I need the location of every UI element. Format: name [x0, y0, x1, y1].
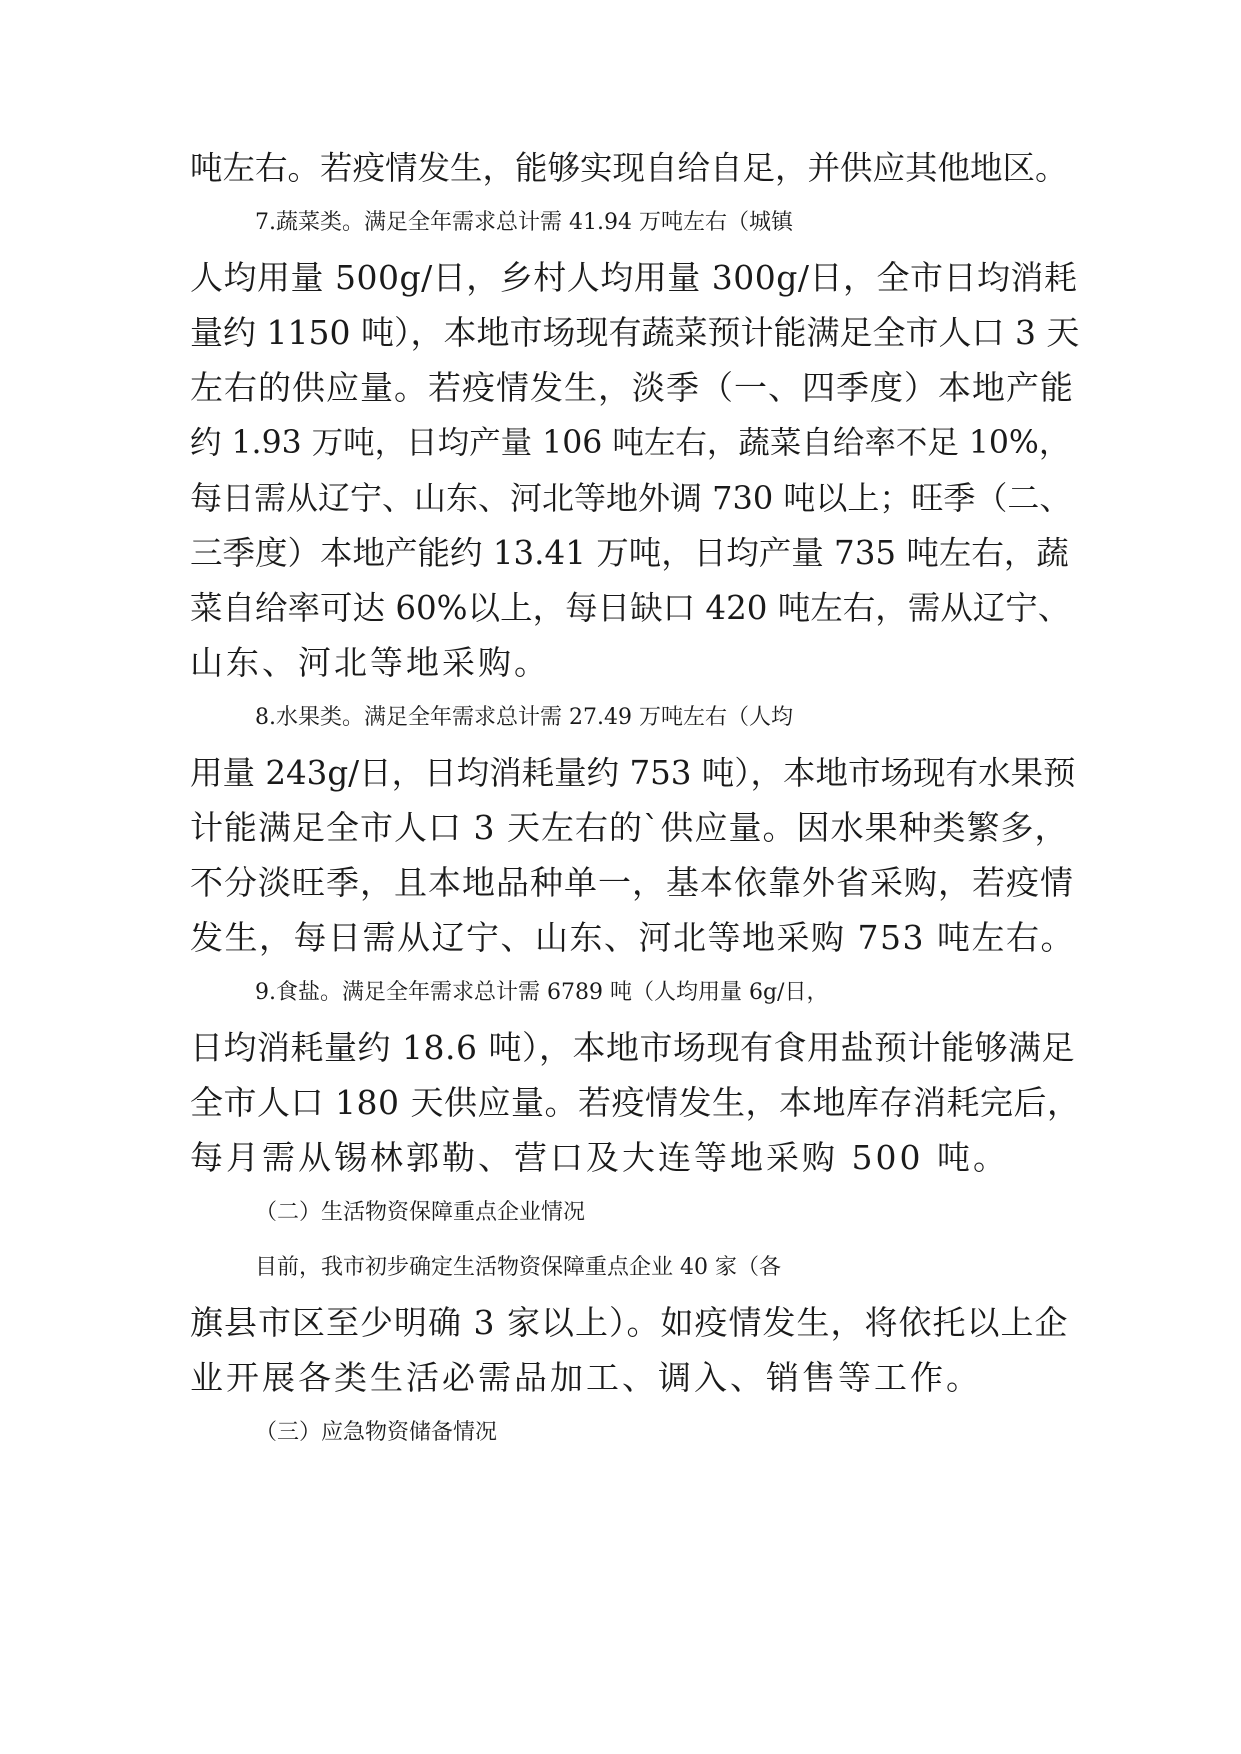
- text-line: 全市人口 180 天供应量。若疫情发生，本地库存消耗完后，: [190, 1083, 1081, 1122]
- text-line: 日均消耗量约 18.6 吨），本地市场现有食用盐预计能够满足: [190, 1028, 1075, 1067]
- text-line: 左右的供应量。若疫情发生，淡季（一、四季度）本地产能: [190, 368, 1074, 407]
- text-line: 业开展各类生活必需品加工、调入、销售等工作。: [190, 1358, 982, 1397]
- text-line: 每月需从锡林郭勒、营口及大连等地采购 500 吨。: [190, 1138, 1009, 1177]
- text-line: 用量 243g/日，日均消耗量约 753 吨），本地市场现有水果预: [190, 754, 1076, 792]
- paragraph-enterprises-first-line: 目前，我市初步确定生活物资保障重点企业 40 家（各: [255, 1255, 781, 1280]
- text-line: 旗县市区至少明确 3 家以上）。如疫情发生，将依托以上企: [190, 1303, 1069, 1342]
- paragraph-vegetables-first-line: 7.蔬菜类。满足全年需求总计需 41.94 万吨左右（城镇: [255, 210, 793, 235]
- paragraph-salt-first-line: 9.食盐。满足全年需求总计需 6789 吨（人均用量 6g/日，: [255, 980, 829, 1005]
- text-line: 不分淡旺季，且本地品种单一，基本依靠外省采购，若疫情: [190, 863, 1074, 902]
- text-line: 量约 1150 吨），本地市场现有蔬菜预计能满足全市人口 3 天: [190, 313, 1080, 352]
- text-line: 每日需从辽宁、山东、河北等地外调 730 吨以上；旺季（二、: [190, 479, 1072, 517]
- text-line: 人均用量 500g/日，乡村人均用量 300g/日，全市日均消耗: [190, 258, 1078, 297]
- text-line: 计能满足全市人口 3 天左右的`供应量。因水果种类繁多，: [190, 808, 1069, 847]
- text-line: 菜自给率可达 60%以上，每日缺口 420 吨左右，需从辽宁、: [190, 589, 1071, 627]
- text-line: 三季度）本地产能约 13.41 万吨，日均产量 735 吨左右，蔬: [190, 534, 1069, 572]
- text-line: 发生，每日需从辽宁、山东、河北等地采购 753 吨左右。: [190, 918, 1075, 957]
- text-line: 山东、河北等地采购。: [190, 643, 550, 682]
- section-heading-key-enterprises: （二）生活物资保障重点企业情况: [255, 1200, 586, 1225]
- section-heading-emergency-reserves: （三）应急物资储备情况: [255, 1420, 498, 1445]
- text-line: 吨左右。若疫情发生，能够实现自给自足，并供应其他地区。: [190, 149, 1068, 187]
- paragraph-fruit-first-line: 8.水果类。满足全年需求总计需 27.49 万吨左右（人均: [255, 705, 793, 730]
- text-line: 约 1.93 万吨，日均产量 106 吨左右，蔬菜自给率不足 10%，: [190, 425, 1071, 461]
